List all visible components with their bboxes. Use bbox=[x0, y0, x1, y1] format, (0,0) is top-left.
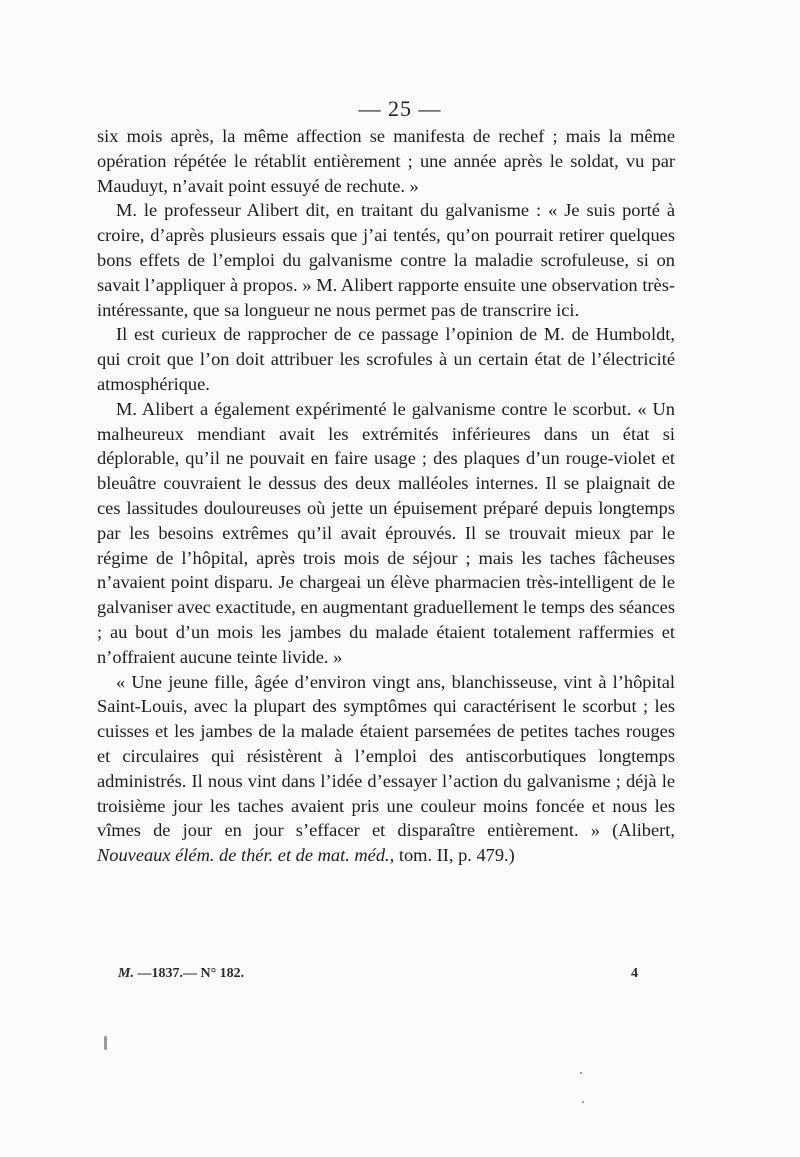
printer-signature bbox=[118, 966, 244, 982]
paragraph-humboldt: Il est curieux de rapprocher de ce passage l’opinion de M. de Humboldt, qui croit que l’on doit attribuer les scrofules à un certain état de l’électricité atmosphérique. bbox=[97, 324, 675, 394]
paper-speck bbox=[582, 1101, 584, 1103]
body-text bbox=[97, 124, 675, 868]
signature-prefix: M. bbox=[118, 966, 134, 981]
paper-speck bbox=[580, 1072, 582, 1074]
page-number: — 25 — bbox=[358, 96, 442, 121]
citation-reference: tom. II, p. 479.) bbox=[394, 845, 515, 866]
signature-date-number: —1837.— N° 182. bbox=[133, 966, 245, 981]
citation-title: Nouveaux élém. de thér. et de mat. méd., bbox=[97, 845, 395, 866]
paragraph-jeune-fille bbox=[97, 670, 675, 868]
paragraph-continuation: six mois après, la même affection se manifesta de rechef ; mais la même opération répétée le rétablit entièrement ; une année après le soldat, vu par Mauduyt, n’avait point essuyé de rechute. » bbox=[97, 126, 675, 196]
paragraph-alibert-scrofula: M. le professeur Alibert dit, en traitant du galvanisme : « Je suis porté à croire, d’après plusieurs essais que j’ai tentés, qu’on pourrait retirer quelques bons effets de l’emploi du galvanisme contre la maladie scrofuleuse, si on savait l’appliquer à propos. » M. Alibert rapporte ensuite une observation très-intéressante, que sa longueur ne nous permet pas de transcrire ici. bbox=[97, 200, 675, 320]
paragraph-scorbut-mendiant: M. Alibert a également expérimenté le galvanisme contre le scorbut. « Un malheureux mendiant avait les extrémités inférieures dans un état si déplorable, qu’il ne pouvait en faire usage ; des plaques d’un rouge-violet et bleuâtre couvraient le dessus des deux malléoles internes. Il se plaignait de ces lassitudes douloureuses où jette un épuisement préparé depuis longtemps par les besoins extrêmes qu’il avait éprouvés. Il se trouvait mieux par le régime de l’hôpital, après trois mois de séjour ; mais les taches fâcheuses n’avaient point disparu. Je chargeai un élève pharmacien très-intelligent de le galvaniser avec exactitude, en augmentant graduellement le temps des séances ; au bout d’un mois les jambes du malade étaient totalement raffermies et n’offraient aucune teinte livide. » bbox=[97, 398, 675, 667]
paper-speck bbox=[104, 1036, 107, 1050]
sheet-number: 4 bbox=[631, 966, 638, 981]
paragraph-jeune-fille-text: « Une jeune fille, âgée d’environ vingt ans, blanchisseuse, vint à l’hôpital Saint-Louis, avec la plupart des symptômes qui caractérisent le scorbut ; les cuisses et les jambes de la malade étaient parsemées de petites taches rouges et circulaires qui résistèrent à l’emploi des antiscorbutiques longtemps administrés. Il nous vint dans l’idée d’essayer l’action du galvanisme ; déjà le troisième jour les taches avaient pris une couleur moins foncée et nous les vîmes de jour en jour s’effacer et disparaître entièrement. » (Alibert, bbox=[97, 671, 675, 841]
